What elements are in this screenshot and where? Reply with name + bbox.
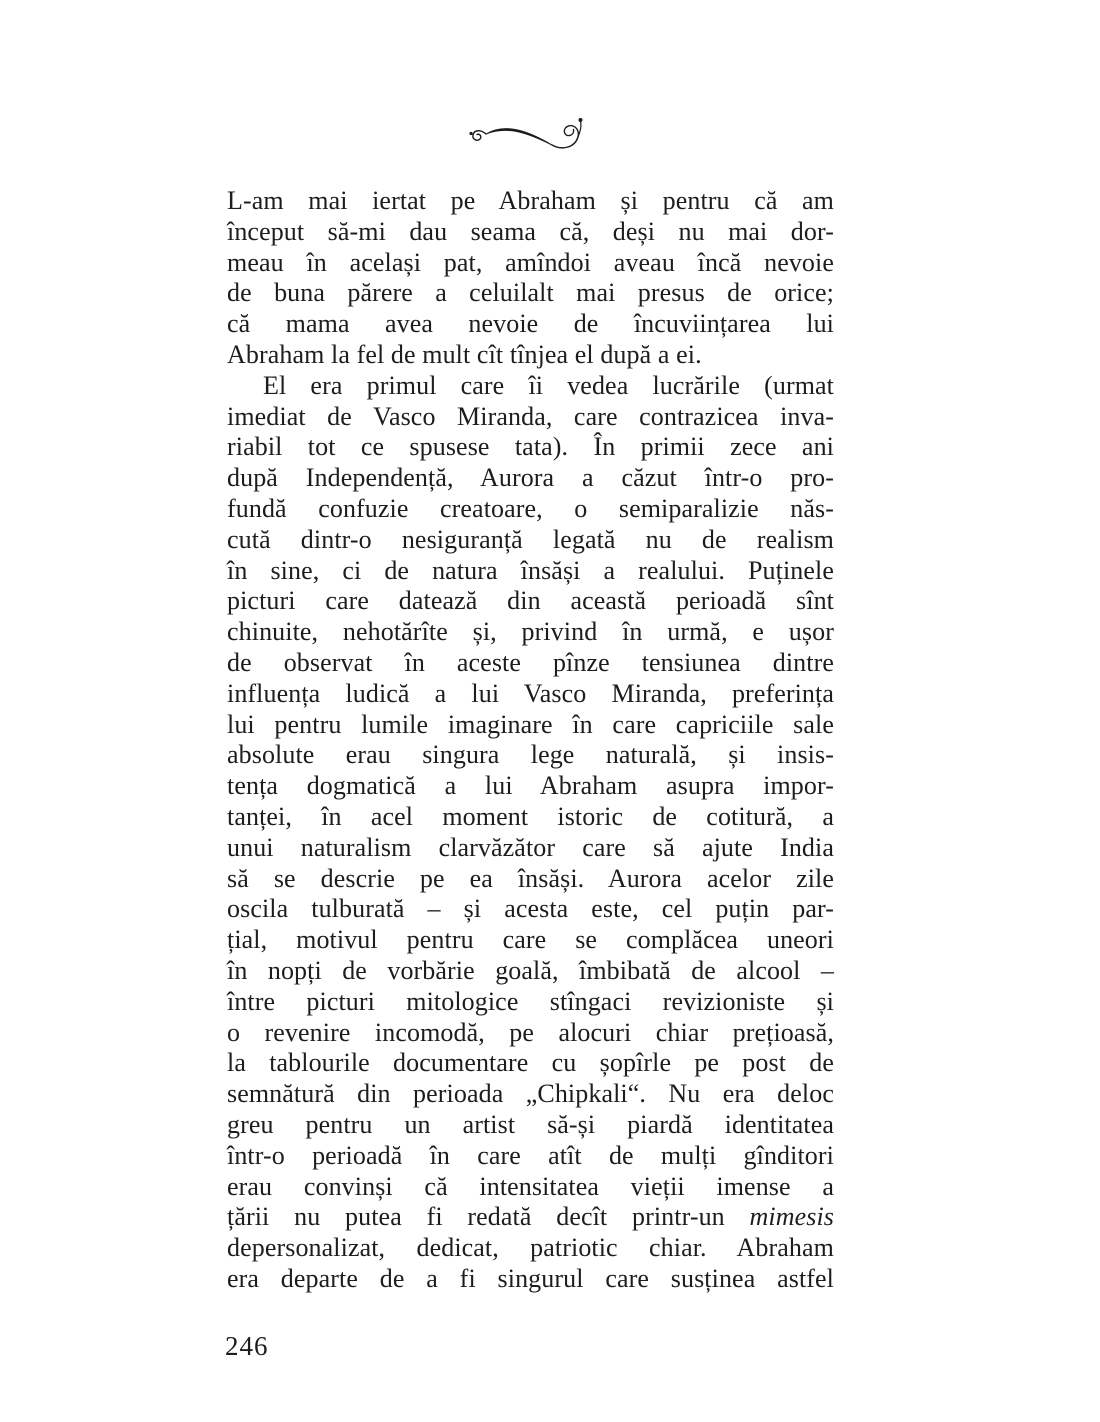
- text-line: fundă confuzie creatoare, o semiparalizie năs-: [227, 493, 834, 523]
- text-line: depersonalizat, dedicat, patriotic chiar. Abraham: [227, 1233, 834, 1263]
- text-line: în nopți de vorbărie goală, îmbibată de alcool –: [227, 955, 834, 985]
- text-line: cută dintr-o nesiguranță legată nu de realism: [227, 524, 834, 554]
- text-line: început să-mi dau seama că, deși nu mai dor-: [227, 216, 834, 246]
- text-line: greu pentru un artist să-și piardă identitatea: [227, 1109, 834, 1139]
- text-line: Abraham la fel de mult cît tînjea el după a ei.: [227, 339, 702, 369]
- text-line: absolute erau singura lege naturală, și insis-: [227, 740, 834, 770]
- page-number: 246: [225, 1331, 269, 1361]
- text-line: picturi care datează din această perioadă sînt: [227, 586, 834, 616]
- text-line: oscila tulburată – și acesta este, cel puțin par-: [227, 894, 834, 924]
- text-line: că mama avea nevoie de încuviințarea lui: [227, 309, 834, 339]
- text-line: la tablourile documentare cu șopîrle pe post de: [227, 1048, 834, 1078]
- text-line: tența dogmatică a lui Abraham asupra impor-: [227, 771, 834, 801]
- text-line: El era primul care îi vedea lucrările (urmat: [263, 370, 834, 400]
- text-line: unui naturalism clarvăzător care să ajute India: [227, 832, 834, 862]
- text-line: țial, motivul pentru care se complăcea uneori: [227, 925, 834, 955]
- text-line: semnătură din perioada „Chipkali“. Nu era deloc: [227, 1079, 834, 1109]
- text-line: influența ludică a lui Vasco Miranda, preferința: [227, 678, 834, 708]
- text-line: țării nu putea fi redată decît printr-un mimesis: [227, 1202, 834, 1232]
- text-line: o revenire incomodă, pe alocuri chiar prețioasă,: [227, 1017, 834, 1047]
- text-line: într-o perioadă în care atît de mulți gînditori: [227, 1140, 834, 1170]
- text-line: după Independență, Aurora a căzut într-o pro-: [227, 463, 834, 493]
- text-line: în sine, ci de natura însăși a realului. Puținele: [227, 555, 834, 585]
- page-text: [227, 186, 834, 1295]
- text-line: imediat de Vasco Miranda, care contrazicea inva-: [227, 401, 834, 431]
- text-line: de buna părere a celuilalt mai presus de orice;: [227, 278, 834, 308]
- text-line: de observat în aceste pînze tensiunea dintre: [227, 647, 834, 677]
- text-line: între picturi mitologice stîngaci revizioniste și: [227, 986, 834, 1016]
- text-line: chinuite, nehotărîte și, privind în urmă, e ușor: [227, 617, 834, 647]
- text-line: să se descrie pe ea însăși. Aurora acelor zile: [227, 863, 834, 893]
- flourish-divider-icon: [468, 112, 592, 160]
- text-line: riabil tot ce spusese tata). În primii zece ani: [227, 432, 834, 462]
- text-line: tanței, în acel moment istoric de cotitură, a: [227, 801, 834, 831]
- text-line: lui pentru lumile imaginare în care capriciile sale: [227, 709, 834, 739]
- text-line: meau în același pat, amîndoi aveau încă nevoie: [227, 247, 834, 277]
- text-line: L-am mai iertat pe Abraham și pentru că am: [227, 186, 834, 215]
- text-line: erau convinși că intensitatea vieții imense a: [227, 1171, 834, 1201]
- text-line: era departe de a fi singurul care susținea astfel: [227, 1263, 834, 1293]
